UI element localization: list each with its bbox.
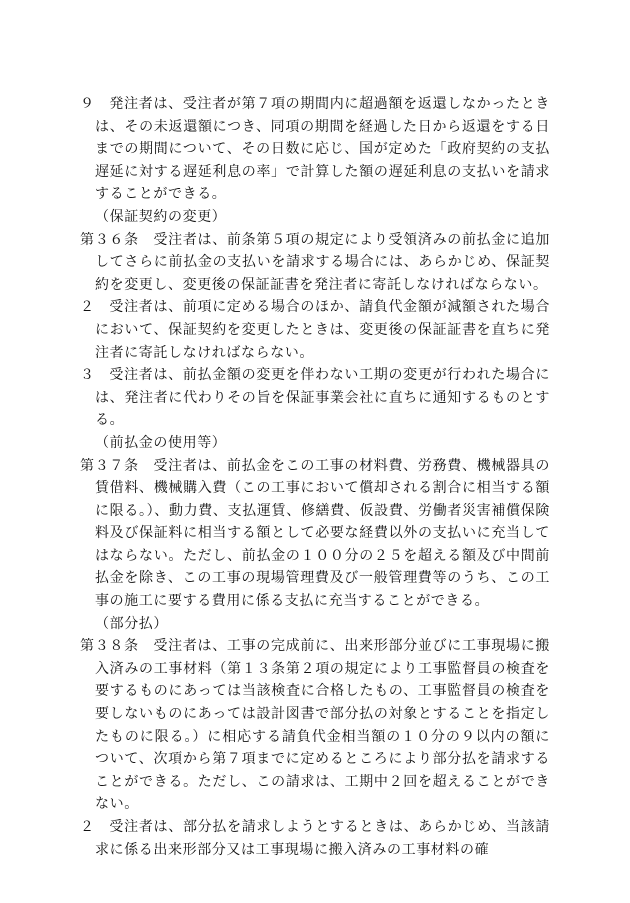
heading-guarantee-contract-change: （保証契約の変更） [95,208,227,225]
article-38: 第３８条 受注者は、工事の完成前に、出来形部分並びに工事現場に搬入済みの工事材料（第１３条第２項の規定により工事監督員の検査を要するものにあっては当該検査に合格したもの、工事監督員の検査を要しないものにあっては設計図書で部分払の対象とすることを指定したものに限る。）に相応する請負代金相当額の１０分の９以内の額について、次項から第７項までに定めるところにより部分払を請求することができる。ただし、この請求は、工期中２回を超えることができない。 [80,638,550,813]
article-36: 第３６条 受注者は、前条第５項の規定により受領済みの前払金に追加してさらに前払金の支払いを請求する場合には、あらかじめ、保証契約を変更し、変更後の保証証書を発注者に寄託しなければならない。 [80,231,550,293]
article-37: 第３７条 受注者は、前払金をこの工事の材料費、労務費、機械器具の賃借料、機械購入費（この工事において償却される割合に相当する額に限る。）、動力費、支払運賃、修繕費、仮設費、労働者災害補償保険料及び保証料に相当する額として必要な経費以外の支払いに充当してはならない。ただし、前払金の１００分の２５を超える額及び中間前払金を除き、この工事の現場管理費及び一般管理費等のうち、この工事の施工に要する費用に係る支払に充当することができる。 [80,457,550,610]
clause-35-item-9: ９ 発注者は、受注者が第７項の期間内に超過額を返還しなかったときは、その未返還額につき、同項の期間を経過した日から返還をする日までの期間について、その日数に応じ、国が定めた「政府契約の支払遅延に対する遅延利息の率」で計算した額の遅延利息の支払いを請求することができる。 [80,96,550,203]
article-36-item-3: ３ 受注者は、前払金額の変更を伴わない工期の変更が行われた場合には、発注者に代わりその旨を保証事業会社に直ちに通知するものとする。 [80,367,550,429]
document-body [80,93,550,861]
heading-advance-payment-use: （前払金の使用等） [95,434,227,451]
article-38-item-2: ２ 受注者は、部分払を請求しようとするときは、あらかじめ、当該請求に係る出来形部分又は工事現場に搬入済みの工事材料の確 [80,819,550,858]
article-36-item-2: ２ 受注者は、前項に定める場合のほか、請負代金額が減額された場合において、保証契約を変更したときは、変更後の保証証書を直ちに発注者に寄託しなければならない。 [80,299,550,361]
heading-partial-payment: （部分払） [95,615,168,632]
